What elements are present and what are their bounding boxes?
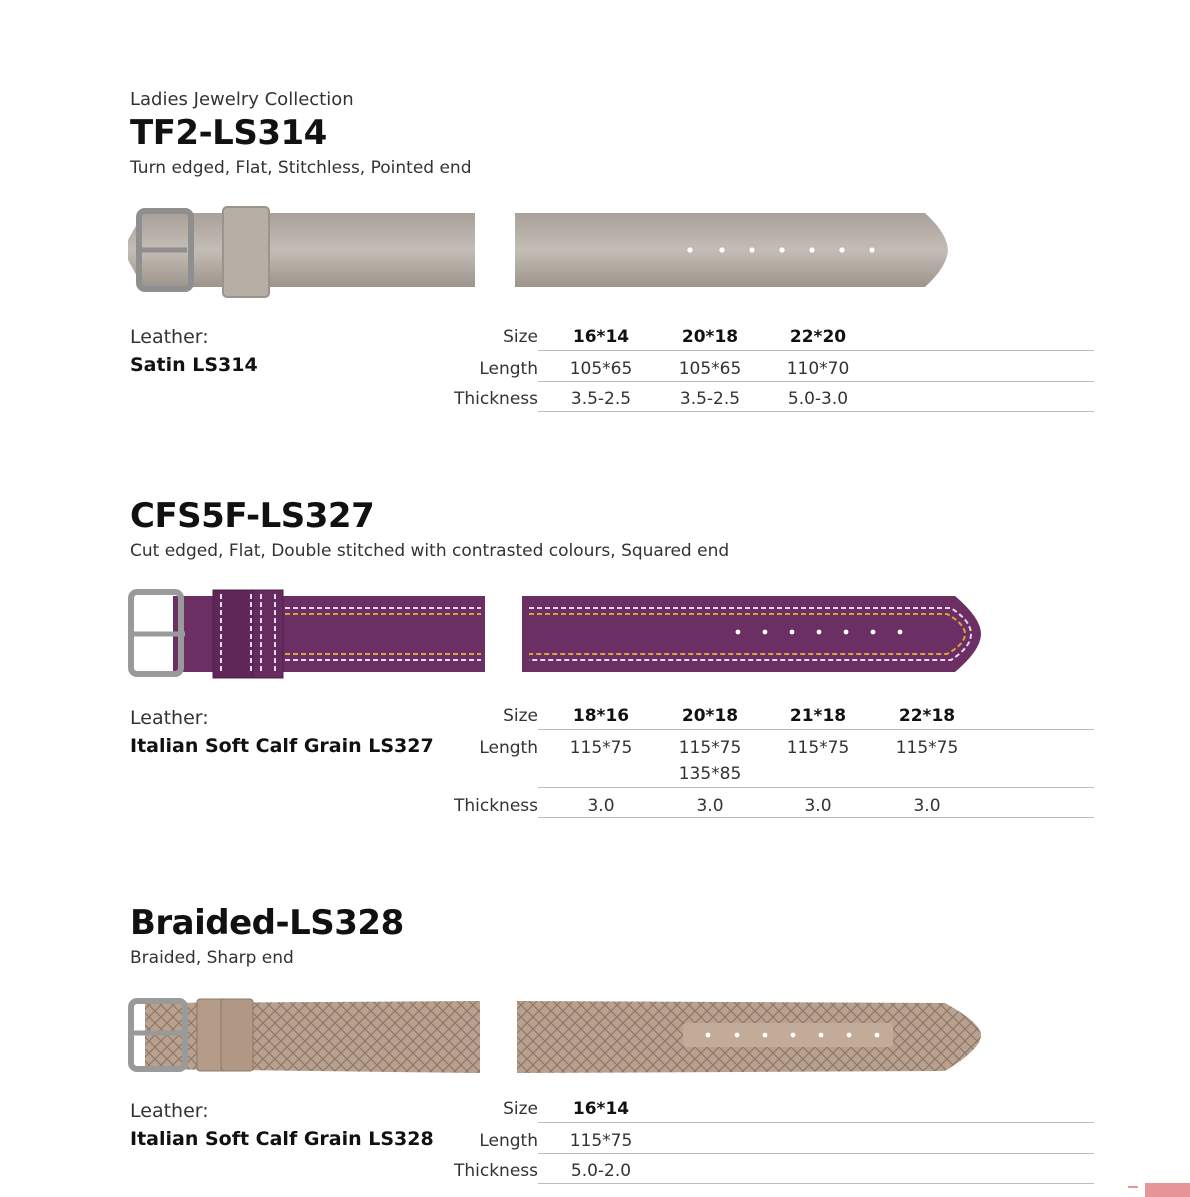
size-label: Size [503,1099,538,1119]
length-cell: 105*65 [678,359,742,379]
page-corner-tab [1145,1183,1190,1197]
product-model-3: Braided-LS328 [130,903,404,943]
length-label: Length [479,738,538,758]
thickness-label: Thickness [453,796,538,816]
thickness-cell: 5.0-2.0 [570,1161,632,1181]
size-cell: 21*18 [789,706,847,726]
length-label: Length [479,1131,538,1151]
page-corner-mark [1128,1186,1138,1194]
length-cell-extra: 135*85 [678,764,742,784]
thickness-row [420,788,1094,818]
strap-image-braided [125,993,985,1078]
size-cell: 18*16 [572,706,630,726]
size-row [420,327,1094,351]
spec-table-1 [420,327,1094,412]
length-row [420,1123,1094,1154]
product-description-2: Cut edged, Flat, Double stitched with contrasted colours, Squared end [130,541,730,561]
size-cell: 16*14 [572,327,630,347]
leather-name-2: Italian Soft Calf Grain LS327 [130,735,434,757]
product-model-1: TF2-LS314 [130,113,327,153]
thickness-row [420,382,1094,412]
length-cell: 110*70 [786,359,850,379]
size-cell: 22*20 [789,327,847,347]
thickness-cell: 3.0 [696,796,724,816]
size-cell: 22*18 [898,706,956,726]
length-cell: 115*75 [569,738,633,758]
size-row [420,706,1094,730]
thickness-label: Thickness [453,389,538,409]
spec-table-2 [420,706,1094,818]
thickness-cell: 3.0 [804,796,832,816]
product-description-3: Braided, Sharp end [130,948,294,968]
size-row [420,1099,1094,1123]
length-cell: 115*75 [895,738,959,758]
strap-image-purple [125,588,985,680]
size-label: Size [503,327,538,347]
leather-label-2: Leather: [130,707,209,729]
thickness-cell: 3.5-2.5 [570,389,632,409]
product-description-1: Turn edged, Flat, Stitchless, Pointed end [130,158,472,178]
length-row [420,351,1094,382]
length-row [420,730,1094,788]
thickness-cell: 3.5-2.5 [679,389,741,409]
leather-label-1: Leather: [130,326,209,348]
thickness-row [420,1154,1094,1184]
size-cell: 20*18 [681,706,739,726]
length-cell: 115*75 [678,738,742,758]
length-label: Length [479,359,538,379]
thickness-cell: 3.0 [587,796,615,816]
size-cell: 16*14 [572,1099,630,1119]
length-cell: 115*75 [786,738,850,758]
thickness-cell: 3.0 [913,796,941,816]
length-cell: 115*75 [569,1131,633,1151]
length-cell: 105*65 [569,359,633,379]
size-cell: 20*18 [681,327,739,347]
thickness-label: Thickness [453,1161,538,1181]
thickness-cell: 5.0-3.0 [787,389,849,409]
spec-table-3 [420,1099,1094,1184]
leather-name-3: Italian Soft Calf Grain LS328 [130,1128,434,1150]
strap-image-satin [125,205,955,300]
product-model-2: CFS5F-LS327 [130,496,375,536]
size-label: Size [503,706,538,726]
leather-name-1: Satin LS314 [130,354,258,376]
leather-label-3: Leather: [130,1100,209,1122]
collection-title: Ladies Jewelry Collection [130,89,354,110]
